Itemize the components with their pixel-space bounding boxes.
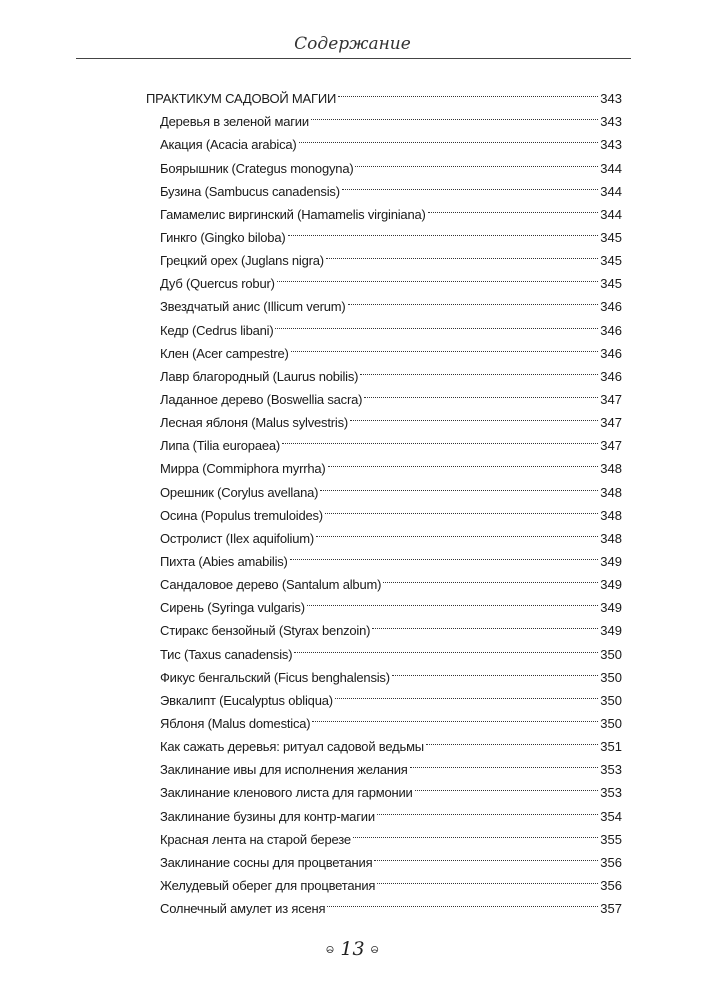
toc-entry-title: Осина (Populus tremuloides) <box>160 507 323 523</box>
toc-entry-page: 350 <box>600 715 622 731</box>
toc-dot-leader <box>392 659 598 682</box>
toc-dot-leader <box>290 543 599 566</box>
toc-entry-page: 350 <box>600 692 622 708</box>
toc-entry-page: 353 <box>600 785 622 801</box>
toc-entry-title: Бузина (Sambucus canadensis) <box>160 183 340 199</box>
toc-entry-title: Звездчатый анис (Illicum verum) <box>160 299 346 315</box>
toc-entry-title: Клен (Acer campestre) <box>160 345 289 361</box>
toc-entry-title: Желудевый оберег для процветания <box>160 877 376 893</box>
toc-entry-page: 347 <box>600 415 622 431</box>
toc-entry-page: 344 <box>600 206 622 222</box>
toc-entry-title: Остролист (Ilex aquifolium) <box>160 530 315 546</box>
toc-entry-title: Кедр (Cedrus libani) <box>160 322 274 338</box>
toc-dot-leader <box>325 497 598 520</box>
toc-dot-leader <box>374 844 598 867</box>
ornament-left-icon: ဓ <box>325 939 335 957</box>
toc-entry-page: 345 <box>600 229 622 245</box>
toc-dot-leader <box>426 728 598 751</box>
toc-dot-leader <box>383 566 598 589</box>
toc-dot-leader <box>277 265 599 288</box>
toc-dot-leader <box>328 450 599 473</box>
toc-entry-page: 357 <box>600 901 622 917</box>
toc-entry-page: 350 <box>600 646 622 662</box>
toc-entry-page: 353 <box>600 762 622 778</box>
toc-entry-title: Заклинание бузины для контр-магии <box>160 808 375 824</box>
toc-dot-leader <box>338 80 598 103</box>
toc-entry-title: Гамамелис виргинский (Hamamelis virginiana) <box>160 206 426 222</box>
toc-dot-leader <box>291 335 599 358</box>
toc-entry-page: 349 <box>600 553 622 569</box>
toc-entry-page: 347 <box>600 391 622 407</box>
toc-entry-page: 356 <box>600 854 622 870</box>
toc-entry-page: 347 <box>600 438 622 454</box>
toc-entry-title: Лавр благородный (Laurus nobilis) <box>160 368 359 384</box>
toc-entry-page: 343 <box>600 91 622 107</box>
table-of-contents <box>146 80 622 917</box>
page-footer <box>0 938 705 961</box>
toc-dot-leader <box>428 196 599 219</box>
toc-entry-page: 346 <box>600 345 622 361</box>
toc-dot-leader <box>294 635 598 658</box>
toc-dot-leader <box>364 381 598 404</box>
toc-entry-page: 345 <box>600 253 622 269</box>
toc-entry-title: Липа (Tilia europaea) <box>160 438 281 454</box>
toc-dot-leader <box>377 867 598 890</box>
toc-dot-leader <box>353 821 598 844</box>
toc-entry-title: Мирра (Commiphora myrrha) <box>160 461 326 477</box>
toc-entry-title: Пихта (Abies amabilis) <box>160 553 288 569</box>
toc-entry-title: Сирень (Syringa vulgaris) <box>160 600 305 616</box>
toc-entry-page: 349 <box>600 577 622 593</box>
toc-entry-title: Яблоня (Malus domestica) <box>160 715 311 731</box>
toc-entry-page: 348 <box>600 461 622 477</box>
toc-dot-leader <box>377 797 598 820</box>
toc-entry-title: Солнечный амулет из ясеня <box>160 901 326 917</box>
toc-entry-title: ПРАКТИКУМ САДОВОЙ МАГИИ <box>146 91 337 107</box>
toc-dot-leader <box>355 149 598 172</box>
toc-dot-leader <box>307 589 598 612</box>
toc-entry-page: 354 <box>600 808 622 824</box>
page-header-title: Содержание <box>294 34 411 54</box>
toc-dot-leader <box>342 173 598 196</box>
toc-entry-title: Деревья в зеленой магии <box>160 114 309 130</box>
page-number: 13 <box>340 938 365 960</box>
toc-entry-title: Дуб (Quercus robur) <box>160 276 275 292</box>
toc-entry-title: Орешник (Corylus avellana) <box>160 484 319 500</box>
toc-entry-title: Тис (Taxus canadensis) <box>160 646 293 662</box>
toc-entry-page: 346 <box>600 299 622 315</box>
header-rule <box>76 58 631 59</box>
toc-dot-leader <box>312 705 598 728</box>
toc-entry-title: Сандаловое дерево (Santalum album) <box>160 577 382 593</box>
toc-entry-page: 344 <box>600 160 622 176</box>
toc-entry-title: Заклинание сосны для процветания <box>160 854 373 870</box>
toc-dot-leader <box>415 774 599 797</box>
ornament-right-icon: ဓ <box>370 939 380 957</box>
toc-entry-title: Акация (Acacia arabica) <box>160 137 297 153</box>
toc-dot-leader <box>410 751 599 774</box>
toc-dot-leader <box>320 473 598 496</box>
toc-entry-page: 351 <box>600 739 622 755</box>
toc-entry-page: 356 <box>600 877 622 893</box>
toc-dot-leader <box>311 103 598 126</box>
toc-entry-title: Заклинание кленового листа для гармонии <box>160 785 413 801</box>
toc-entry-page: 345 <box>600 276 622 292</box>
toc-dot-leader <box>335 682 598 705</box>
toc-dot-leader <box>275 311 598 334</box>
toc-entry-title: Ладанное дерево (Boswellia sacra) <box>160 391 363 407</box>
toc-entry-title: Стиракс бензойный (Styrax benzoin) <box>160 623 371 639</box>
toc-dot-leader <box>327 890 598 913</box>
toc-entry-title: Красная лента на старой березе <box>160 831 351 847</box>
toc-dot-leader <box>350 404 598 427</box>
toc-dot-leader <box>282 427 598 450</box>
toc-dot-leader <box>372 612 598 635</box>
toc-entry-page: 346 <box>600 322 622 338</box>
toc-entry <box>146 80 622 107</box>
toc-entry-title: Как сажать деревья: ритуал садовой ведьмы <box>160 739 424 755</box>
toc-entry-page: 355 <box>600 831 622 847</box>
toc-entry-page: 344 <box>600 183 622 199</box>
toc-entry-page: 348 <box>600 507 622 523</box>
toc-entry-page: 350 <box>600 669 622 685</box>
toc-entry-title: Гинкго (Gingko biloba) <box>160 229 286 245</box>
toc-entry-title: Фикус бенгальский (Ficus benghalensis) <box>160 669 390 685</box>
toc-entry-page: 349 <box>600 623 622 639</box>
toc-entry-page: 348 <box>600 484 622 500</box>
toc-entry-page: 349 <box>600 600 622 616</box>
toc-dot-leader <box>288 219 599 242</box>
toc-dot-leader <box>360 358 598 381</box>
toc-entry-title: Лесная яблоня (Malus sylvestris) <box>160 415 349 431</box>
toc-entry-page: 346 <box>600 368 622 384</box>
toc-dot-leader <box>348 288 599 311</box>
toc-dot-leader <box>326 242 598 265</box>
toc-dot-leader <box>299 126 599 149</box>
toc-entry-title: Грецкий орех (Juglans nigra) <box>160 253 324 269</box>
toc-entry-title: Заклинание ивы для исполнения желания <box>160 762 408 778</box>
toc-entry-page: 348 <box>600 530 622 546</box>
toc-entry-title: Боярышник (Crategus monogyna) <box>160 160 354 176</box>
toc-entry-title: Эвкалипт (Eucalyptus obliqua) <box>160 692 333 708</box>
toc-entry-page: 343 <box>600 137 622 153</box>
toc-entry-page: 343 <box>600 114 622 130</box>
toc-dot-leader <box>316 520 598 543</box>
